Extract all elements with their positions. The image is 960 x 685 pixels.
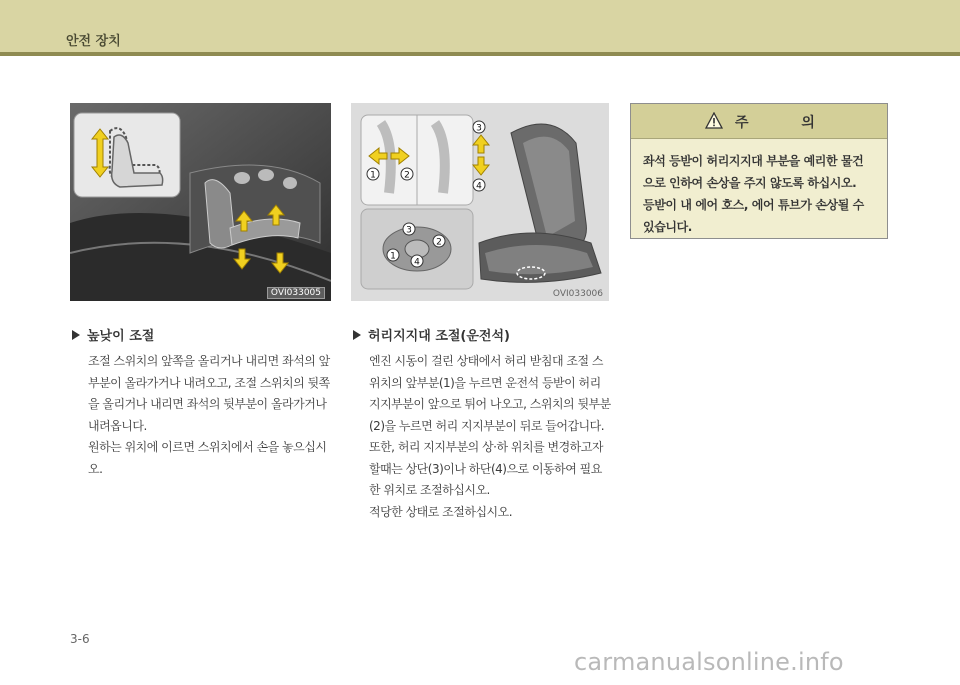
watermark: carmanualsonline.info [574, 648, 844, 676]
label-4: 4 [476, 181, 482, 192]
header-band [0, 0, 960, 52]
caution-line: 으로 인하여 손상을 주지 않도록 하십시오. [643, 176, 857, 190]
lumbar-support-illustration [351, 103, 609, 301]
section-title [353, 327, 611, 347]
paragraph: 엔진 시동이 걸린 상태에서 허리 받침대 조절 스위치의 앞부분(1)을 누르면 운전석 등받이 허리 지지부분이 앞으로 튀어 나오고, 스위치의 뒷부분(2)을 누르면 허리 지지부분이 뒤로 들어갑니다. [369, 354, 611, 433]
caution-header [631, 104, 887, 139]
figure-code: OVI033005 [267, 287, 325, 299]
figure-code: OVI033006 [552, 289, 603, 299]
header-divider [0, 52, 960, 56]
switch-label-4: 4 [414, 257, 420, 268]
caution-title: 주 의 [735, 115, 839, 131]
section-title-text: 허리지지대 조절(운전석) [368, 329, 510, 344]
paragraph: 원하는 위치에 이르면 스위치에서 손을 놓으십시오. [88, 440, 327, 476]
caution-text [643, 150, 881, 238]
page-number: 3-6 [70, 632, 90, 646]
page-header-title: 안전 장치 [66, 34, 121, 49]
caution-line: 등받이 내 에어 호스, 에어 튜브가 손상될 수 [643, 198, 864, 212]
section-title-text: 높낮이 조절 [87, 329, 155, 344]
caution-box [630, 103, 888, 239]
label-1: 1 [370, 170, 376, 181]
switch-label-3: 3 [406, 225, 412, 236]
section-body [88, 351, 330, 480]
lumbar-support-figure [351, 103, 609, 301]
section-body [369, 351, 611, 523]
paragraph: 적당한 상태로 조절하십시오. [369, 504, 513, 519]
switch-label-1: 1 [390, 251, 396, 262]
paragraph: 또한, 허리 지지부분의 상·하 위치를 변경하고자 할때는 상단(3)이나 하단(4)으로 이동하여 필요한 위치로 조절하십시오. [369, 440, 603, 497]
seat-height-switch-illustration [70, 103, 331, 301]
lumbar-adjust-section [353, 327, 611, 523]
warning-triangle-icon [705, 112, 723, 129]
caution-line: 있습니다. [643, 220, 692, 234]
triangle-bullet-icon [72, 330, 80, 340]
height-adjust-section [72, 327, 330, 480]
switch-label-2: 2 [436, 237, 442, 248]
triangle-bullet-icon [353, 330, 361, 340]
seat-height-switch-figure [70, 103, 331, 301]
caution-line: 좌석 등받이 허리지지대 부분을 예리한 물건 [643, 154, 864, 168]
label-2: 2 [404, 170, 410, 181]
label-3: 3 [476, 123, 482, 134]
section-title [72, 327, 330, 347]
paragraph: 조절 스위치의 앞쪽을 올리거나 내리면 좌석의 앞부분이 올라가거나 내려오고, 조절 스위치의 뒷쪽을 올리거나 내리면 좌석의 뒷부분이 올라가거나 내려옵니다. [88, 354, 330, 433]
